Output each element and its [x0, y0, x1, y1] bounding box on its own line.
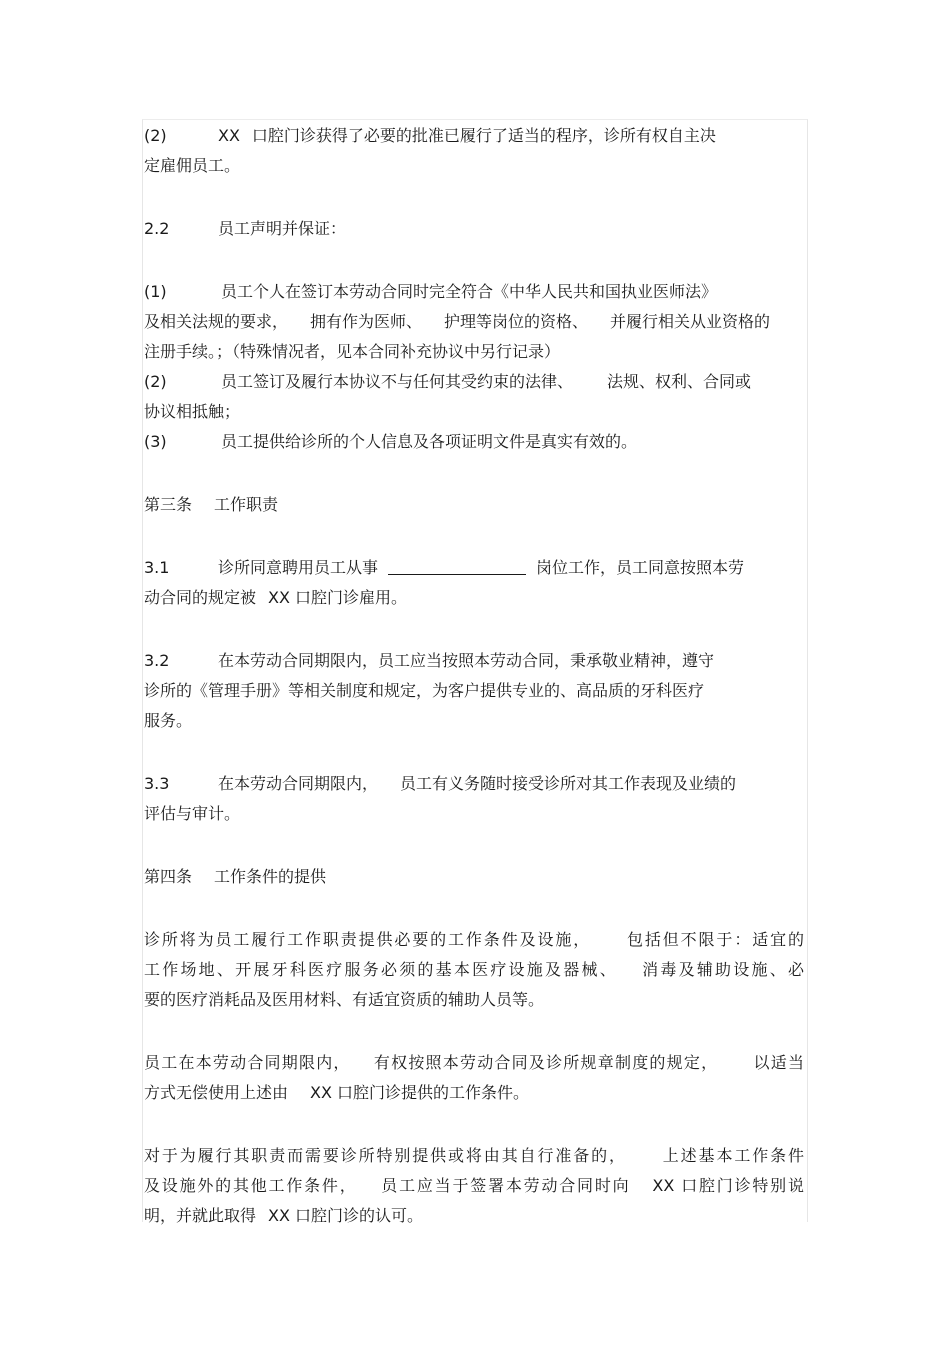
document-body [144, 121, 804, 1231]
clause-number: (2) [144, 372, 167, 391]
section-number: 2.2 [144, 219, 170, 238]
clause-no-conflict: (2) 员工签订及履行本协议不与任何其受约束的法律、 法规、权利、合同或 协议相抵触； [144, 367, 804, 427]
clause-number: (3) [144, 432, 167, 451]
section-number: 3.2 [144, 651, 170, 670]
paragraph-special-conditions: 对于为履行其职责而需要诊所特别提供或将由其自行准备的， 上述基本工作条件 及设施外的其他工作条件， 员工应当于签署本劳动合同时向 XX 口腔门诊特别说 明，并就此取得 XX 口腔门诊的认可。 [144, 1146, 804, 1225]
paragraph-work-conditions: 诊所将为员工履行工作职责提供必要的工作条件及设施， 包括但不限于：适宜的 工作场地、开展牙科医疗服务必须的基本医疗设施及器械、 消毒及辅助设施、必 要的医疗消耗品及医用材料、有适宜资质的辅助人员等。 [144, 930, 804, 1009]
section-number: 3.3 [144, 774, 170, 793]
section-3-1: 3.1 诊所同意聘用员工从事 岗位工作，员工同意按照本劳 动合同的规定被 XX 口腔门诊雇用。 [144, 553, 804, 613]
article-heading-3: 第三条 工作职责 [144, 495, 279, 514]
clause-true-information: (3) 员工提供给诊所的个人信息及各项证明文件是真实有效的。 [144, 427, 804, 457]
section-heading-2-2: 2.2 员工声明并保证： [144, 214, 804, 244]
section-number: 3.1 [144, 558, 170, 577]
clause-employee-qualification: (1) 员工个人在签订本劳动合同时完全符合《中华人民共和国执业医师法》 及相关法规的要求， 拥有作为医师、 护理等岗位的资格、 并履行相关从业资格的 注册手续。；（特殊情况者，见本合同补充协议中另行记录） [144, 277, 804, 367]
clause-clinic-approval: (2) XX 口腔门诊获得了必要的批准已履行了适当的程序，诊所有权自主决 定雇佣员工。 [144, 121, 804, 181]
article-heading-4: 第四条 工作条件的提供 [144, 867, 327, 886]
section-3-3: 3.3 在本劳动合同期限内， 员工有义务随时接受诊所对其工作表现及业绩的 评估与审计。 [144, 769, 804, 829]
clause-number: (2) [144, 126, 167, 145]
section-3-2: 3.2 在本劳动合同期限内，员工应当按照本劳动合同，秉承敬业精神，遵守 诊所的《管理手册》等相关制度和规定，为客户提供专业的、高品质的牙科医疗 服务。 [144, 646, 804, 736]
position-blank-line [388, 556, 526, 575]
paragraph-free-use: 员工在本劳动合同期限内， 有权按照本劳动合同及诊所规章制度的规定， 以适当 方式无偿使用上述由 XX 口腔门诊提供的工作条件。 [144, 1053, 804, 1102]
clause-number: (1) [144, 282, 167, 301]
